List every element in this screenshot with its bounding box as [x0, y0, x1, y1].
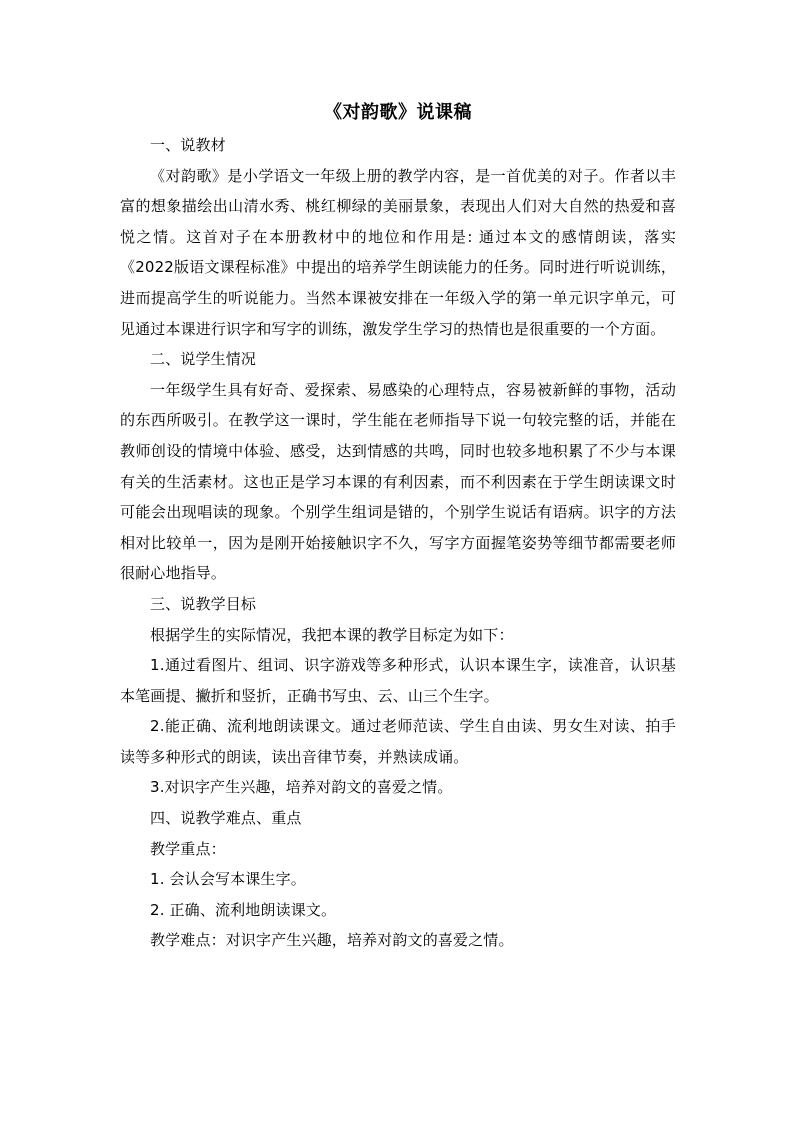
section-heading-goals: 三、说教学目标 [150, 594, 257, 613]
paragraph-textbook: 《对韵歌》是小学语文一年级上册的教学内容，是一首优美的对子。作者以丰富的想象描绘出山清水秀、桃红柳绿的美丽景象，表现出人们对大自然的热爱和喜悦之情。这首对子在本册教材中的地位和作用是: 通过本文的感情朗读，落实《2022版语文课程标准》中提出的培养学生朗读能力的任务。同时进行听说训练，进而提高学生的听说能力。当然本课被安排在一年级入学的第一单元识字单元，可见通过本课进行识字和写字的训练，激发学生学习的热情也是很重要的一个方面。 [120, 166, 676, 338]
paragraph-students: 一年级学生具有好奇、爱探索、易感染的心理特点，容易被新鲜的事物，活动的东西所吸引。在教学这一课时，学生能在老师指导下说一句较完整的话，并能在教师创设的情境中体验、感受，达到情感的共鸣，同时也较多地积累了不少与本课有关的生活素材。这也正是学习本课的有利因素，而不利因素在于学生朗读课文时可能会出现唱读的现象。个别学生组词是错的，个别学生说话有语病。识字的方法相对比较单一，因为是刚开始接触识字不久，写字方面握笔姿势等细节都需要老师很耐心地指导。 [120, 380, 676, 583]
key-points-label: 教学重点： [150, 839, 226, 858]
paragraph-goals-intro: 根据学生的实际情况，我把本课的教学目标定为如下： [150, 625, 514, 644]
section-heading-key-points: 四、说教学难点、重点 [150, 809, 302, 828]
goal-item-3: 3.对识字产生兴趣，培养对韵文的喜爱之情。 [150, 778, 453, 797]
goal-item-1: 1.通过看图片、组词、识字游戏等多种形式，认识本课生字，读准音，认识基本笔画提、撇折和竖折，正确书写虫、云、山三个生字。 [120, 656, 676, 705]
key-point-item-2: 2. 正确、流利地朗读课文。 [150, 900, 337, 919]
document-title: 《对韵歌》说课稿 [324, 102, 472, 123]
section-heading-students: 二、说学生情况 [150, 350, 257, 369]
key-point-item-1: 1. 会认会写本课生字。 [150, 870, 306, 889]
difficulty-paragraph: 教学难点：对识字产生兴趣，培养对韵文的喜爱之情。 [150, 931, 514, 950]
document-body [120, 100, 676, 956]
goal-item-2: 2.能正确、流利地朗读课文。通过老师范读、学生自由读、男女生对读、拍手读等多种形式的朗读，读出音律节奏，并熟读成诵。 [120, 717, 676, 766]
section-heading-textbook: 一、说教材 [150, 136, 226, 154]
